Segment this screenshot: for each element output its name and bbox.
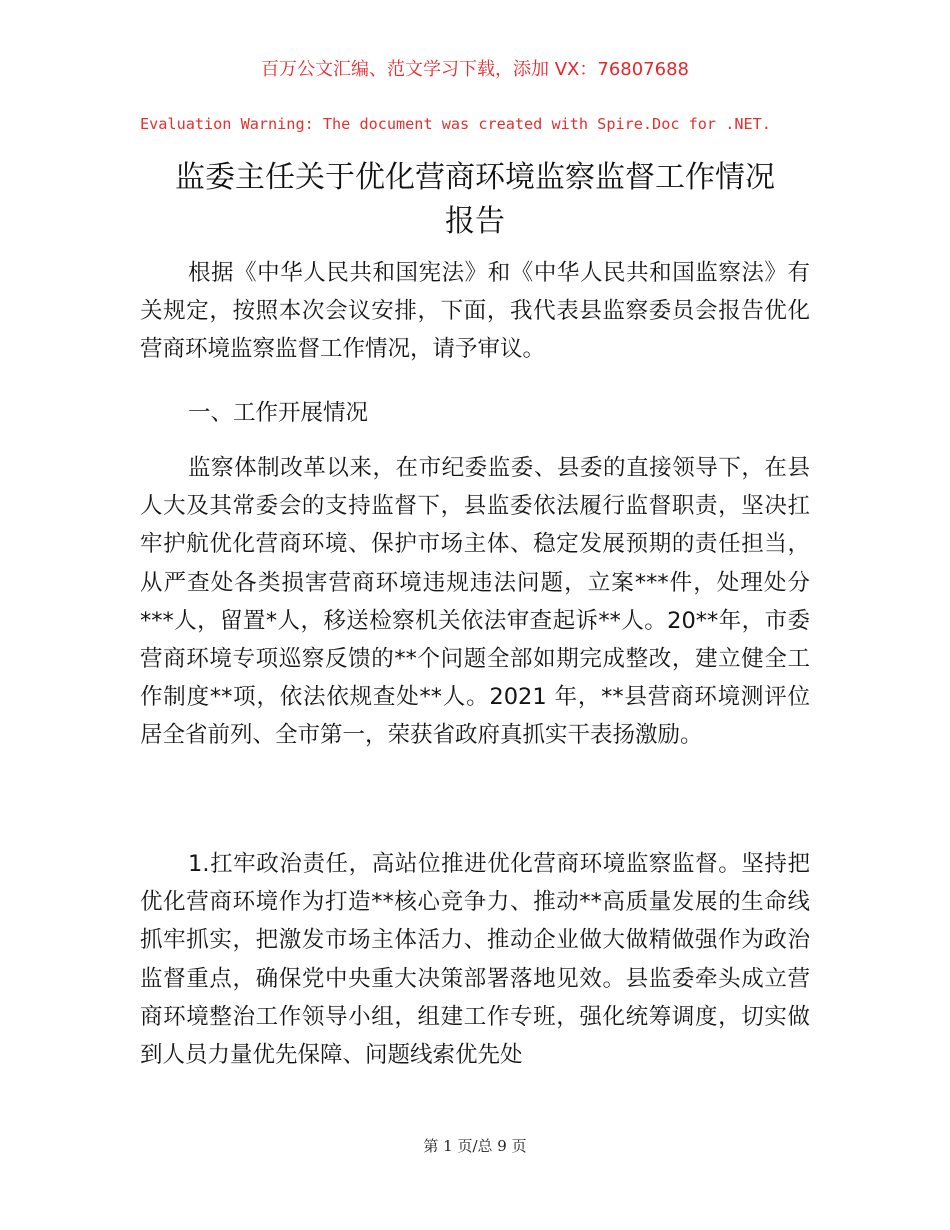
work-overview-paragraph: 监察体制改革以来，在市纪委监委、县委的直接领导下，在县人大及其常委会的支持监督下，县监委依法履行监督职责，坚决扛牢护航优化营商环境、保护市场主体、稳定发展预期的责任担当，从严查处各类损害营商环境违规违法问题，立案***件，处理处分***人，留置*人，移送检察机关依法审查起诉**人。20**年，市委营商环境专项巡察反馈的**个问题全部如期完成整改，建立健全工作制度**项，依法依规查处**人。2021 年，**县营商环境测评位居全省前列、全市第一，荣获省政府真抓实干表扬激励。 [140, 455, 810, 749]
evaluation-warning: Evaluation Warning: The document was created with Spire.Doc for .NET. [140, 115, 771, 133]
title-line-2: 报告 [445, 204, 505, 239]
intro-paragraph: 根据《中华人民共和国宪法》和《中华人民共和国监察法》有关规定，按照本次会议安排，下面，我代表县监察委员会报告优化营商环境监察监督工作情况，请予审议。 [140, 260, 810, 363]
title-line-1: 监委主任关于优化营商环境监察监督工作情况 [175, 160, 775, 195]
political-responsibility-paragraph: 1.扛牢政治责任，高站位推进优化营商环境监察监督。坚持把优化营商环境作为打造**核心竞争力、推动**高质量发展的生命线抓牢抓实，把激发市场主体活力、推动企业做大做精做强作为政治监督重点，确保党中央重大决策部署落地见效。县监委牵头成立营商环境整治工作领导小组，组建工作专班，强化统筹调度，切实做到人员力量优先保障、问题线索优先处 [140, 851, 810, 1069]
document-title [140, 156, 810, 244]
promo-header: 百万公文汇编、范文学习下载，添加 VX：76807688 [261, 59, 689, 80]
section-heading: 一、工作开展情况 [188, 400, 369, 426]
page-number-footer: 第 1 页/总 9 页 [423, 1137, 527, 1155]
